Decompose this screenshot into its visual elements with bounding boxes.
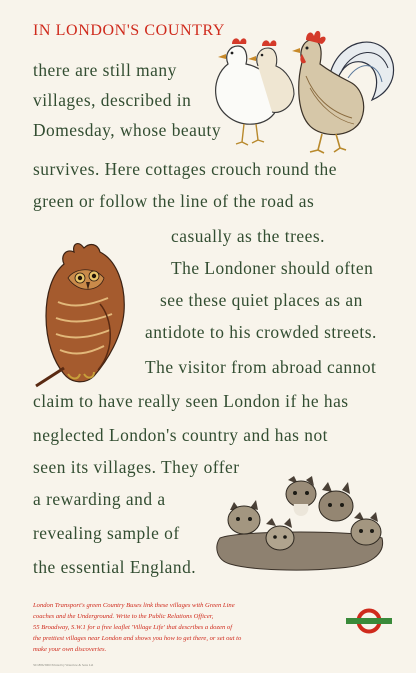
imprint: 50/1886/3000 Printed by Waterlow & Sons Ltd (33, 663, 94, 667)
body-line: Domesday, whose beauty (33, 120, 222, 140)
body-line: The visitor from abroad cannot (145, 357, 377, 377)
body-line: revealing sample of (33, 523, 180, 543)
footer-note (33, 600, 345, 655)
body-line: there are still many (33, 60, 177, 80)
body-line: a rewarding and a (33, 489, 166, 509)
rooster-and-hens-illustration (210, 26, 400, 154)
body-line: see these quiet places as an (160, 290, 363, 310)
footer-line: the prettiest villages near London and shows you how to get there, or set out to (33, 635, 242, 642)
owl-illustration (28, 238, 138, 388)
body-line: survives. Here cottages crouch round the (33, 159, 337, 179)
footer-line: coaches and the Underground. Write to the Public Relations Officer, (33, 613, 214, 620)
body-line: villages, described in (33, 90, 192, 110)
london-transport-roundel-logo (344, 608, 394, 634)
footer-line: make your own discoveries. (33, 646, 107, 653)
footer-line: London Transport's green Country Buses link these villages with Green Line (33, 602, 235, 609)
body-line: casually as the trees. (171, 226, 325, 246)
kittens-illustration (210, 474, 386, 574)
body-line: neglected London's country and has not (33, 425, 328, 445)
body-line: The Londoner should often (171, 258, 374, 278)
body-line: antidote to his crowded streets. (145, 322, 377, 342)
body-line: claim to have really seen London if he has (33, 391, 349, 411)
body-line: the essential England. (33, 557, 197, 577)
headline: IN LONDON'S COUNTRY (33, 22, 226, 39)
body-line: green or follow the line of the road as (33, 191, 315, 211)
footer-line: 55 Broadway, S.W.1 for a free leaflet 'Village Life' that describes a dozen of (33, 624, 233, 631)
body-line: seen its villages. They offer (33, 457, 240, 477)
